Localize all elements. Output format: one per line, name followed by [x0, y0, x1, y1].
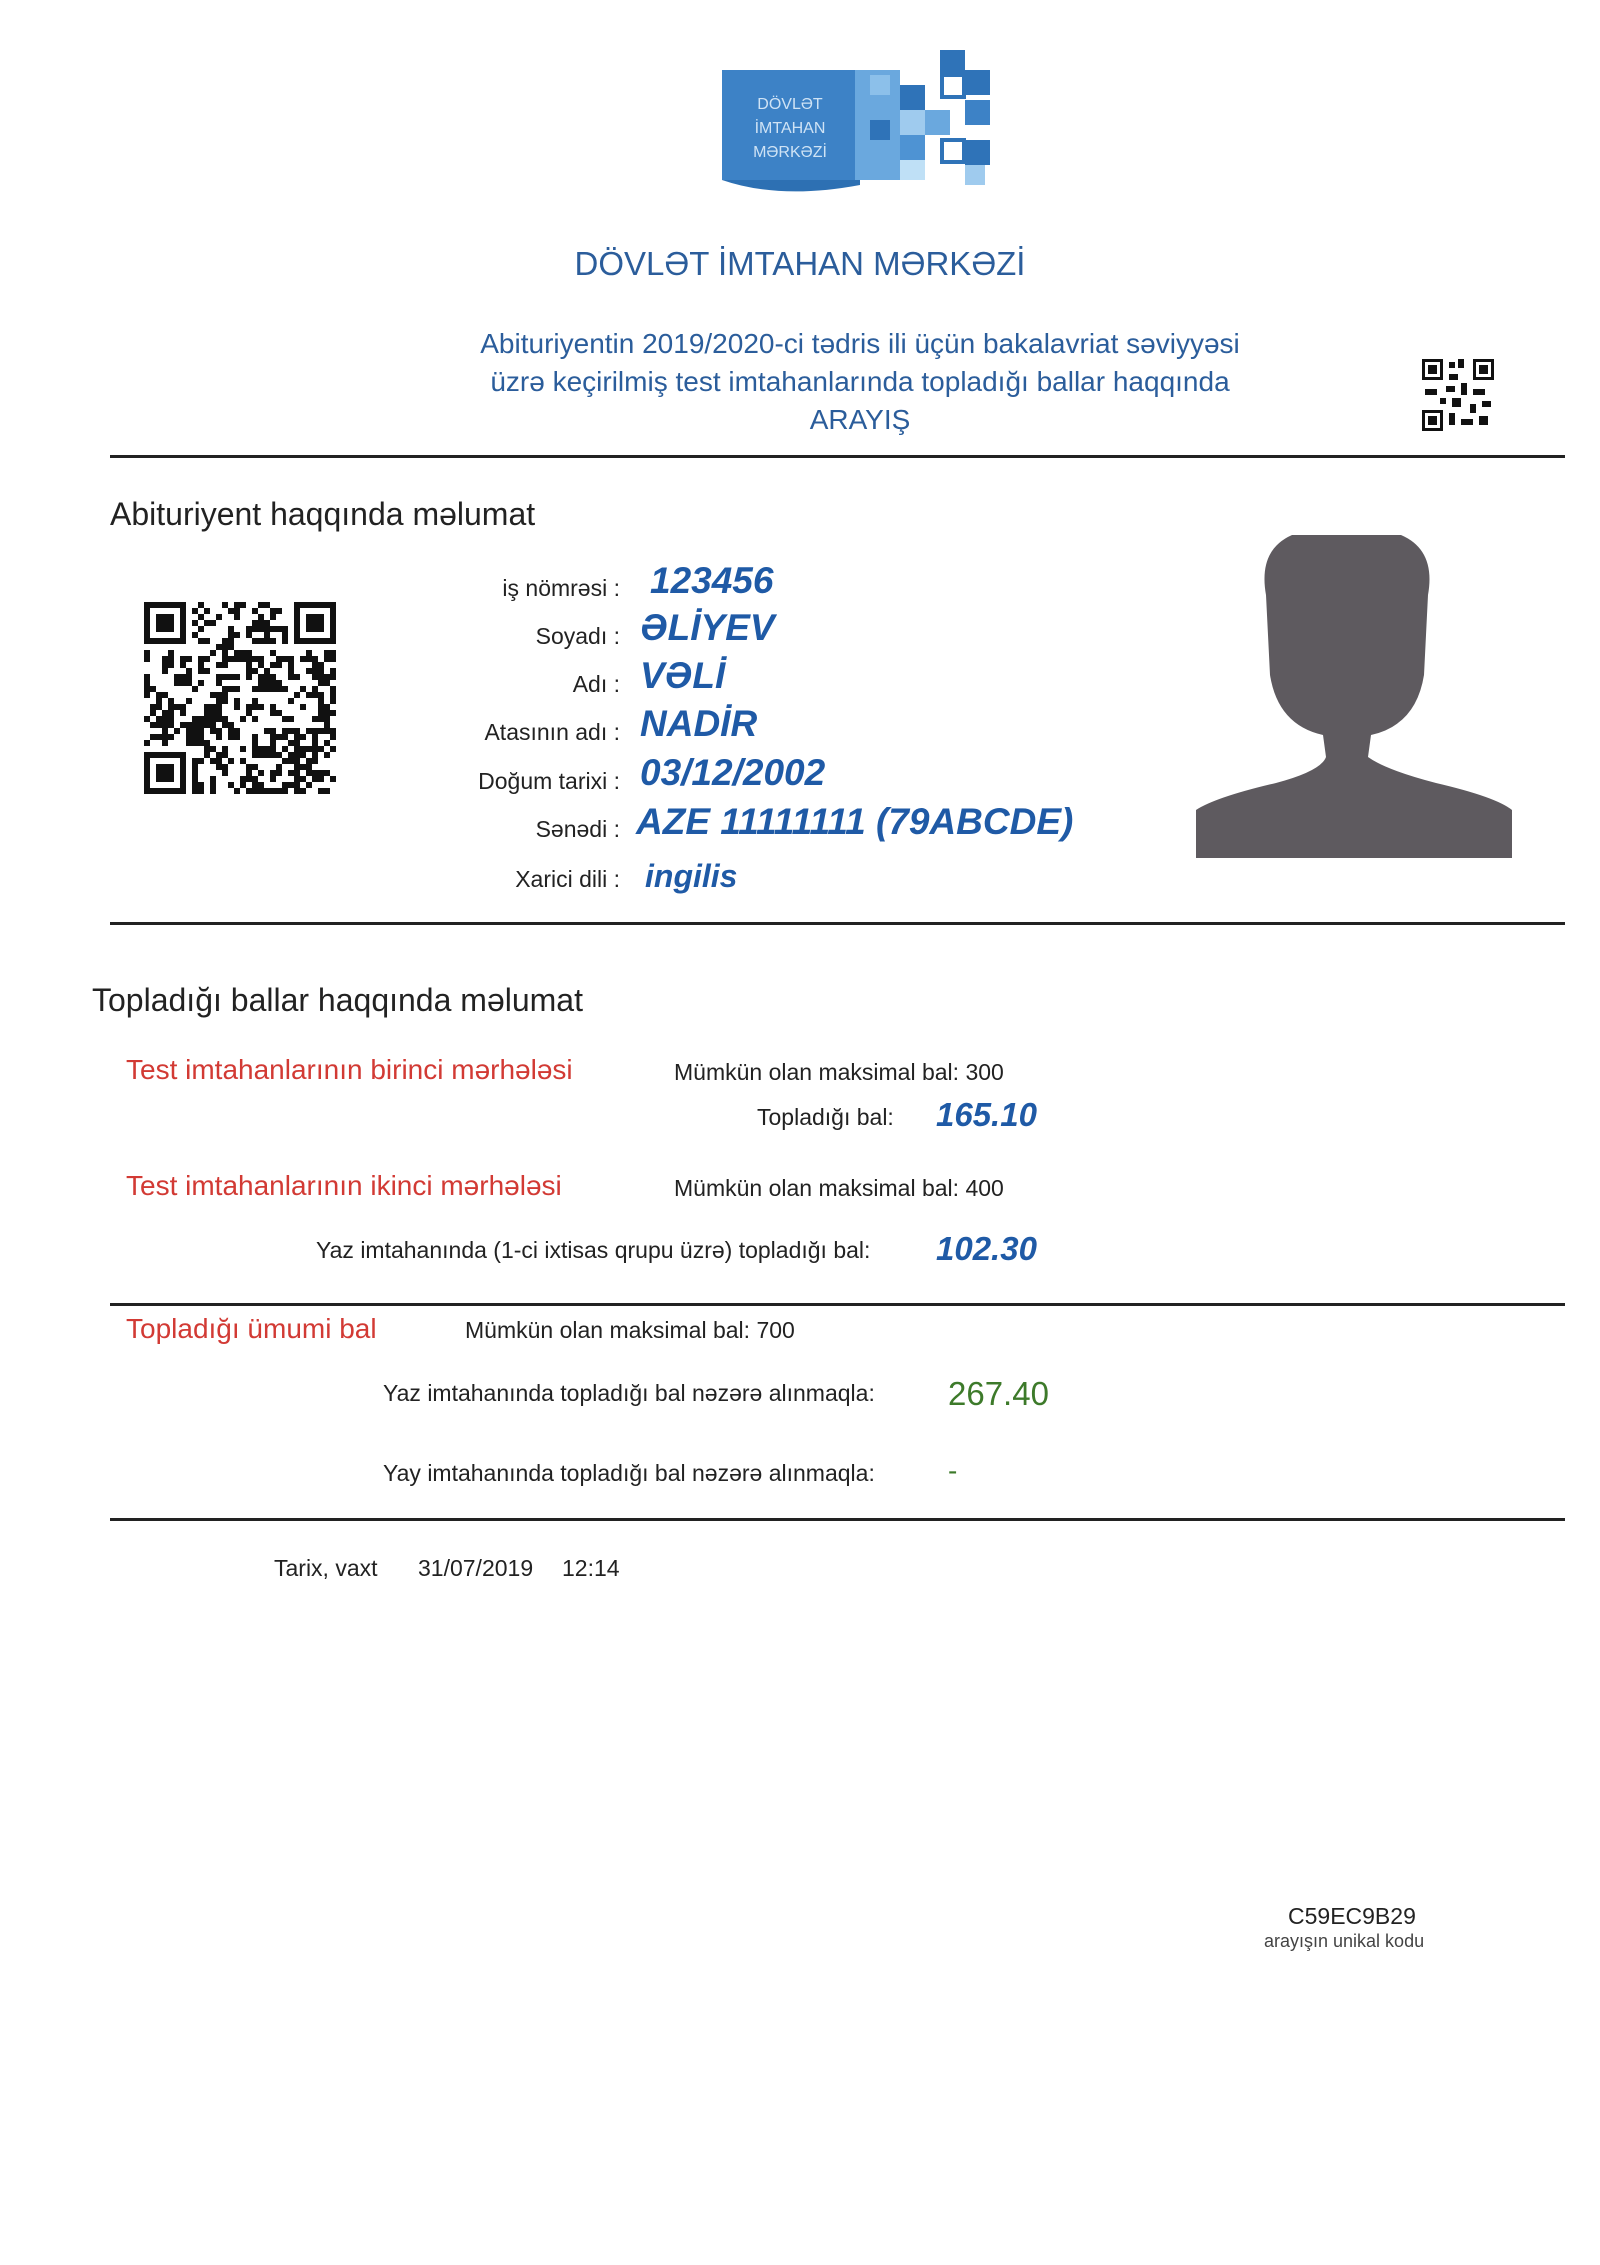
qr-code-large — [144, 602, 336, 794]
field-language-value: ingilis — [645, 858, 738, 894]
field-name-label: Adı : — [572, 671, 620, 697]
field-case-number-value: 123456 — [650, 560, 774, 601]
field-surname-value: ƏLİYEV — [640, 607, 775, 648]
field-birthdate-label: Doğum tarixi : — [478, 768, 620, 794]
stage1-score: 165.10 — [936, 1096, 1037, 1133]
unique-code-label: arayışın unikal kodu — [1264, 1931, 1425, 1951]
field-case-number-label: iş nömrəsi : — [502, 575, 620, 601]
qr-code-small — [1422, 358, 1494, 432]
logo-text-3: MƏRKƏZİ — [753, 144, 827, 161]
stage2-title: Test imtahanlarının ikinci mərhələsi — [126, 1170, 562, 1201]
field-language-label: Xarici dili : — [515, 866, 620, 892]
stage2-score: 102.30 — [936, 1230, 1037, 1267]
field-document-label: Sənədi : — [535, 816, 620, 842]
unique-code: C59EC9B29 — [1288, 1903, 1416, 1929]
logo-text-1: DÖVLƏT — [757, 96, 823, 113]
date-value: 31/07/2019 — [418, 1555, 534, 1581]
total-title: Topladığı ümumi bal — [126, 1313, 377, 1344]
yay-total-label: Yay imtahanında topladığı bal nəzərə alınmaqla: — [383, 1460, 875, 1486]
stage2-max: Mümkün olan maksimal bal: 400 — [674, 1175, 1004, 1201]
logo-text-2: İMTAHAN — [754, 120, 826, 137]
summer-total-value: 267.40 — [948, 1375, 1049, 1412]
yay-total-value: - — [948, 1455, 958, 1486]
field-document-value: AZE 11111111 (79ABCDE) — [636, 801, 1074, 842]
summer-total-label: Yaz imtahanında topladığı bal nəzərə alınmaqla: — [383, 1380, 875, 1406]
field-name-value: VƏLİ — [640, 655, 726, 696]
field-birthdate-value: 03/12/2002 — [640, 752, 826, 793]
applicant-photo — [1196, 535, 1512, 858]
field-patronymic-label: Atasının adı : — [484, 719, 620, 745]
total-max: Mümkün olan maksimal bal: 700 — [465, 1317, 795, 1343]
stage1-max: Mümkün olan maksimal bal: 300 — [674, 1059, 1004, 1085]
doc-title-line-3: ARAYIŞ — [809, 404, 911, 435]
scores-section-title: Topladığı ballar haqqında məlumat — [92, 982, 583, 1018]
stage1-title: Test imtahanlarının birinci mərhələsi — [126, 1054, 573, 1085]
divider-scores — [110, 1303, 1565, 1306]
date-label: Tarix, vaxt — [274, 1555, 378, 1581]
divider-applicant — [110, 922, 1565, 925]
doc-title-line-2: üzrə keçirilmiş test imtahanlarında topladığı ballar haqqında — [490, 366, 1230, 397]
field-patronymic-value: NADİR — [640, 703, 758, 744]
time-value: 12:14 — [562, 1555, 620, 1581]
stage2-score-label: Yaz imtahanında (1-ci ixtisas qrupu üzrə) topladığı bal: — [316, 1237, 871, 1263]
divider-bottom — [110, 1518, 1565, 1521]
divider-top — [110, 455, 1565, 458]
field-surname-label: Soyadı : — [535, 623, 620, 649]
stage1-score-label: Topladığı bal: — [757, 1104, 894, 1130]
org-title: DÖVLƏT İMTAHAN MƏRKƏZİ — [574, 245, 1026, 282]
doc-title-line-1: Abituriyentin 2019/2020-ci tədris ili üçün bakalavriat səviyyəsi — [480, 328, 1240, 359]
org-logo — [720, 45, 1000, 205]
applicant-section-title: Abituriyent haqqında məlumat — [110, 496, 536, 532]
